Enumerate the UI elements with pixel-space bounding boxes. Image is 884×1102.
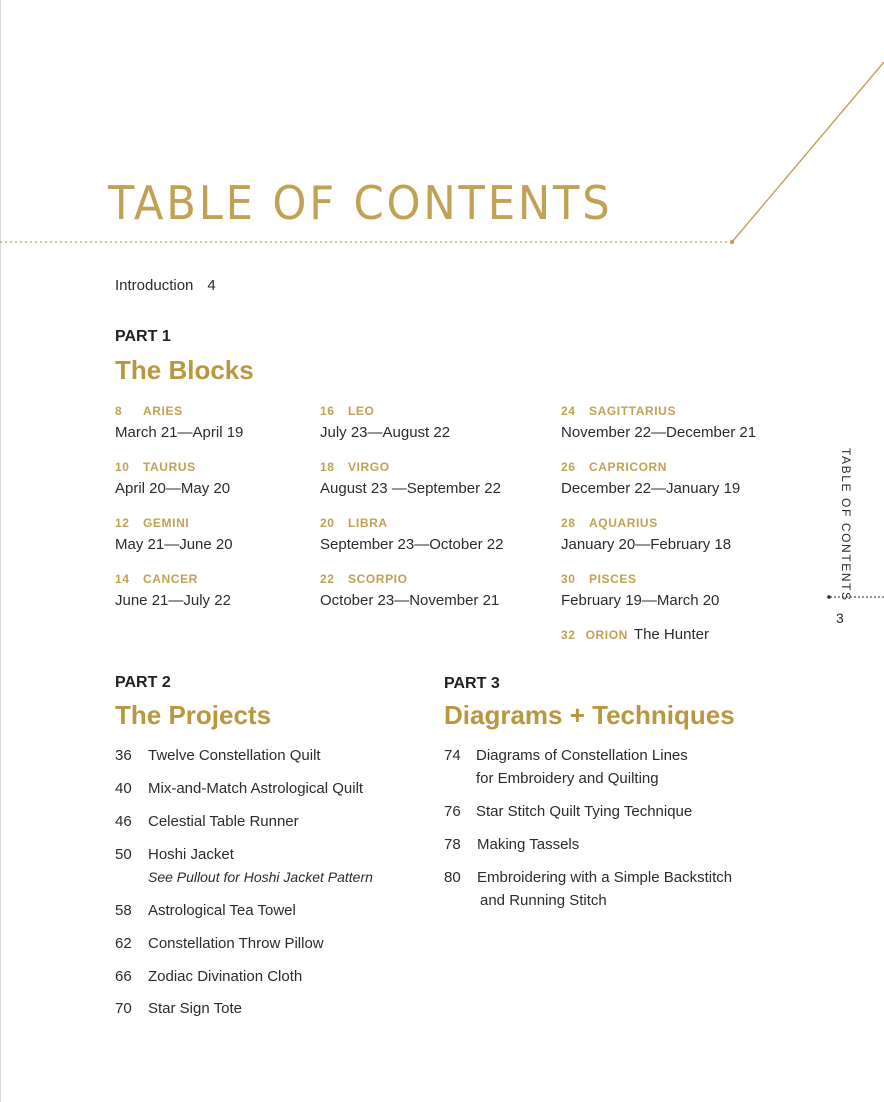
orion-subtitle: The Hunter <box>633 626 709 643</box>
item-page: 70 <box>115 1000 132 1017</box>
item-title: Mix-and-Match Astrological Quilt <box>148 780 364 797</box>
block-page: 18 <box>320 460 335 474</box>
block-leo[interactable] <box>320 404 560 441</box>
item-title: Diagrams of Constellation Lines <box>476 747 688 764</box>
block-name: CAPRICORN <box>589 460 668 474</box>
block-page: 12 <box>115 516 130 530</box>
block-dates: October 23—November 21 <box>320 592 500 609</box>
block-aries[interactable] <box>115 404 355 441</box>
part1-title: The Blocks <box>115 355 254 385</box>
item-title: Star Sign Tote <box>148 1000 242 1017</box>
folio-page-number: 3 <box>836 610 844 626</box>
diagonal-line <box>732 62 884 242</box>
item-title-cont: for Embroidery and Quilting <box>476 770 659 787</box>
part3-title: Diagrams + Techniques <box>444 700 735 730</box>
block-taurus[interactable] <box>115 460 355 497</box>
block-dates: June 21—July 22 <box>115 592 231 609</box>
item-page: 66 <box>115 968 132 985</box>
block-sagittarius[interactable] <box>561 404 801 441</box>
item-title: Celestial Table Runner <box>148 813 299 830</box>
block-name: CANCER <box>143 572 198 586</box>
block-dates: January 20—February 18 <box>561 536 732 553</box>
item-page: 76 <box>444 803 461 820</box>
block-page: 26 <box>561 460 576 474</box>
block-page: 10 <box>115 460 130 474</box>
block-name: TAURUS <box>143 460 196 474</box>
block-dates: April 20—May 20 <box>115 480 231 497</box>
intro-page: 4 <box>207 277 216 294</box>
item-page: 40 <box>115 780 132 797</box>
block-aquarius[interactable] <box>561 516 801 553</box>
item-title: Embroidering with a Simple Backstitch <box>477 869 733 886</box>
block-page: 22 <box>320 572 335 586</box>
block-pisces[interactable] <box>561 572 801 609</box>
block-name: PISCES <box>589 572 637 586</box>
orion-name: ORION <box>585 628 628 642</box>
item-title: Zodiac Divination Cloth <box>148 968 303 985</box>
block-cancer[interactable] <box>115 572 355 609</box>
part2-title: The Projects <box>115 700 272 730</box>
item-title: Twelve Constellation Quilt <box>148 747 321 764</box>
block-name: VIRGO <box>348 460 390 474</box>
side-rule-dot <box>827 595 831 599</box>
block-page: 24 <box>561 404 576 418</box>
block-virgo[interactable] <box>320 460 560 497</box>
block-name: ARIES <box>143 404 183 418</box>
block-dates: March 21—April 19 <box>115 424 244 441</box>
item-title: Making Tassels <box>477 836 580 853</box>
block-page: 28 <box>561 516 576 530</box>
block-page: 20 <box>320 516 335 530</box>
block-page: 30 <box>561 572 576 586</box>
side-tab-label: TABLE OF CONTENTS <box>839 448 853 602</box>
block-gemini[interactable] <box>115 516 355 553</box>
intro-entry[interactable] <box>115 277 216 294</box>
item-note: See Pullout for Hoshi Jacket Pattern <box>148 869 373 885</box>
block-name: SAGITTARIUS <box>589 404 677 418</box>
item-title-cont: and Running Stitch <box>480 892 607 909</box>
block-page: 16 <box>320 404 335 418</box>
item-page: 46 <box>115 813 132 830</box>
intro-label: Introduction <box>115 277 194 294</box>
block-name: GEMINI <box>143 516 190 530</box>
block-name: SCORPIO <box>348 572 408 586</box>
rule-dot <box>730 240 734 244</box>
part1-label: PART 1 <box>115 328 171 345</box>
block-name: AQUARIUS <box>589 516 658 530</box>
item-page: 36 <box>115 747 132 764</box>
page-title: TABLE OF CONTENTS <box>108 176 613 230</box>
part3-label: PART 3 <box>444 675 500 692</box>
block-name: LEO <box>348 404 375 418</box>
block-libra[interactable] <box>320 516 560 553</box>
block-page: 8 <box>115 404 123 418</box>
block-dates: May 21—June 20 <box>115 536 233 553</box>
item-page: 58 <box>115 902 132 919</box>
item-page: 74 <box>444 747 461 764</box>
block-dates: September 23—October 22 <box>320 536 504 553</box>
block-orion[interactable] <box>561 626 709 643</box>
block-dates: December 22—January 19 <box>561 480 741 497</box>
item-title: Star Stitch Quilt Tying Technique <box>476 803 693 820</box>
block-dates: November 22—December 21 <box>561 424 757 441</box>
item-page: 62 <box>115 935 132 952</box>
part2-label: PART 2 <box>115 674 171 691</box>
block-scorpio[interactable] <box>320 572 560 609</box>
block-dates: July 23—August 22 <box>320 424 451 441</box>
item-page: 80 <box>444 869 461 886</box>
item-title: Astrological Tea Towel <box>148 902 296 919</box>
item-title: Constellation Throw Pillow <box>148 935 324 952</box>
block-dates: August 23 —September 22 <box>320 480 501 497</box>
orion-page: 32 <box>561 628 576 642</box>
block-name: LIBRA <box>348 516 388 530</box>
block-dates: February 19—March 20 <box>561 592 720 609</box>
item-page: 50 <box>115 846 132 863</box>
item-page: 78 <box>444 836 461 853</box>
block-capricorn[interactable] <box>561 460 801 497</box>
block-page: 14 <box>115 572 130 586</box>
item-title: Hoshi Jacket <box>148 846 234 863</box>
